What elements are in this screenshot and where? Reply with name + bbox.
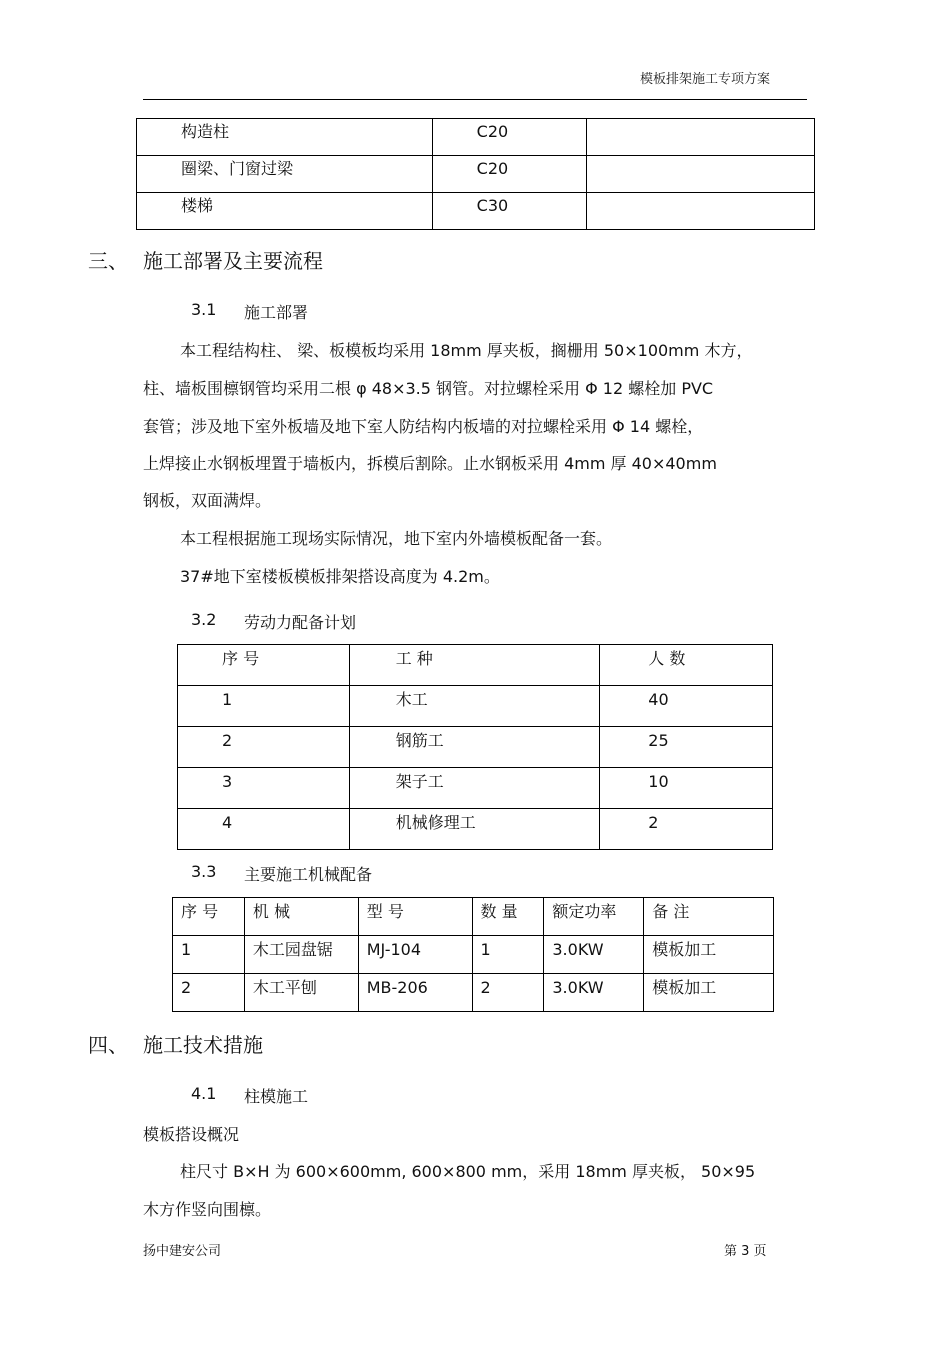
table-cell: 木工	[395, 690, 428, 709]
section-number: 三、	[88, 249, 128, 273]
subsection-title: 主要施工机械配备	[244, 865, 373, 884]
table-cell: 钢筋工	[395, 731, 444, 750]
section-number: 四、	[88, 1033, 128, 1057]
table-cell: 3.0KW	[552, 978, 604, 997]
table-cell: MB-206	[366, 978, 428, 997]
table-header-cell: 数 量	[480, 902, 518, 921]
table-cell: 40	[648, 690, 669, 709]
table-cell: 3	[222, 772, 233, 791]
section-title: 施工部署及主要流程	[143, 249, 323, 273]
table-header-cell: 序 号	[181, 902, 219, 921]
paragraph-line: 木方作竖向围檩。	[143, 1200, 272, 1219]
table-cell: C20	[476, 122, 509, 141]
table-cell	[587, 193, 814, 196]
table-cell: 2	[181, 978, 192, 997]
table-header-cell: 工 种	[395, 649, 433, 668]
table-header-cell: 序 号	[222, 649, 260, 668]
table-cell: 木工园盘锯	[252, 940, 333, 959]
table-row	[173, 936, 774, 974]
table-cell: 1	[222, 690, 233, 709]
subsection-number: 3.2	[191, 610, 217, 629]
table-row	[137, 156, 815, 193]
table-cell: 3.0KW	[552, 940, 604, 959]
paragraph-line: 本工程根据施工现场实际情况，地下室内外墙模板配备一套。	[180, 529, 613, 548]
table-cell: 2	[222, 731, 233, 750]
subsection-number: 3.3	[191, 862, 217, 881]
table-cell: 10	[648, 772, 669, 791]
running-header: 模板排架施工专项方案	[639, 72, 770, 87]
table-cell: 模板加工	[652, 940, 717, 959]
table-cell: 圈梁、门窗过梁	[181, 159, 294, 178]
paragraph-line: 柱、墙板围檩钢管均采用二根 φ 48×3.5 钢管。对拉螺栓采用 Φ 12 螺栓加 PVC	[143, 379, 714, 398]
subsection-number: 3.1	[191, 300, 217, 319]
table-header-cell: 人 数	[648, 649, 686, 668]
table-row	[178, 686, 773, 727]
table-cell: MJ-104	[366, 940, 421, 959]
table-cell: 架子工	[395, 772, 444, 791]
table-header-cell: 额定功率	[552, 902, 617, 921]
subsection-title: 施工部署	[244, 303, 309, 322]
table-row	[137, 193, 815, 230]
table-row	[178, 768, 773, 809]
table-cell: 25	[648, 731, 669, 750]
paragraph-line: 本工程结构柱、 梁、板模板均采用 18mm 厚夹板，搁栅用 50×100mm 木方，	[180, 341, 753, 360]
header-divider	[143, 99, 807, 100]
table-row	[178, 809, 773, 850]
paragraph-line: 柱尺寸 B×H 为 600×600mm, 600×800 mm，采用 18mm 厚夹板， 50×95	[180, 1162, 756, 1181]
machinery-table	[172, 897, 774, 1012]
table-header-row	[173, 898, 774, 936]
paragraph-line: 37#地下室楼板模板排架搭设高度为 4.2m。	[180, 567, 500, 586]
table-cell: 4	[222, 813, 233, 832]
table-cell: 2	[648, 813, 659, 832]
table-header-cell: 型 号	[366, 902, 404, 921]
paragraph-line: 上焊接止水钢板埋置于墙板内，拆模后割除。止水钢板采用 4mm 厚 40×40mm	[143, 454, 717, 473]
table-cell: C30	[476, 196, 509, 215]
table-row	[137, 119, 815, 156]
subheading: 模板搭设概况	[143, 1125, 240, 1144]
table-cell: 2	[480, 978, 491, 997]
table-cell: 1	[181, 940, 192, 959]
table-cell: 构造柱	[181, 122, 230, 141]
subsection-title: 柱模施工	[244, 1087, 309, 1106]
table-header-row	[178, 645, 773, 686]
table-header-cell: 机 械	[252, 902, 290, 921]
subsection-title: 劳动力配备计划	[244, 613, 357, 632]
table-cell: 机械修理工	[395, 813, 476, 832]
footer-company: 扬中建安公司	[143, 1244, 222, 1259]
labor-plan-table	[177, 644, 773, 850]
table-cell: C20	[476, 159, 509, 178]
table-row	[178, 727, 773, 768]
section-title: 施工技术措施	[143, 1033, 263, 1057]
page-number: 第 3 页	[724, 1244, 767, 1259]
table-cell: 楼梯	[181, 196, 214, 215]
paragraph-line: 钢板，双面满焊。	[143, 491, 272, 510]
table-cell: 模板加工	[652, 978, 717, 997]
table-header-cell: 备 注	[652, 902, 690, 921]
table-cell	[587, 156, 814, 159]
table-cell: 木工平刨	[252, 978, 317, 997]
paragraph-line: 套管；涉及地下室外板墙及地下室人防结构内板墙的对拉螺栓采用 Φ 14 螺栓，	[143, 417, 704, 436]
subsection-number: 4.1	[191, 1084, 217, 1103]
table-cell: 1	[480, 940, 491, 959]
table-cell	[587, 119, 814, 122]
table-row	[173, 974, 774, 1012]
concrete-grade-table	[136, 118, 815, 230]
